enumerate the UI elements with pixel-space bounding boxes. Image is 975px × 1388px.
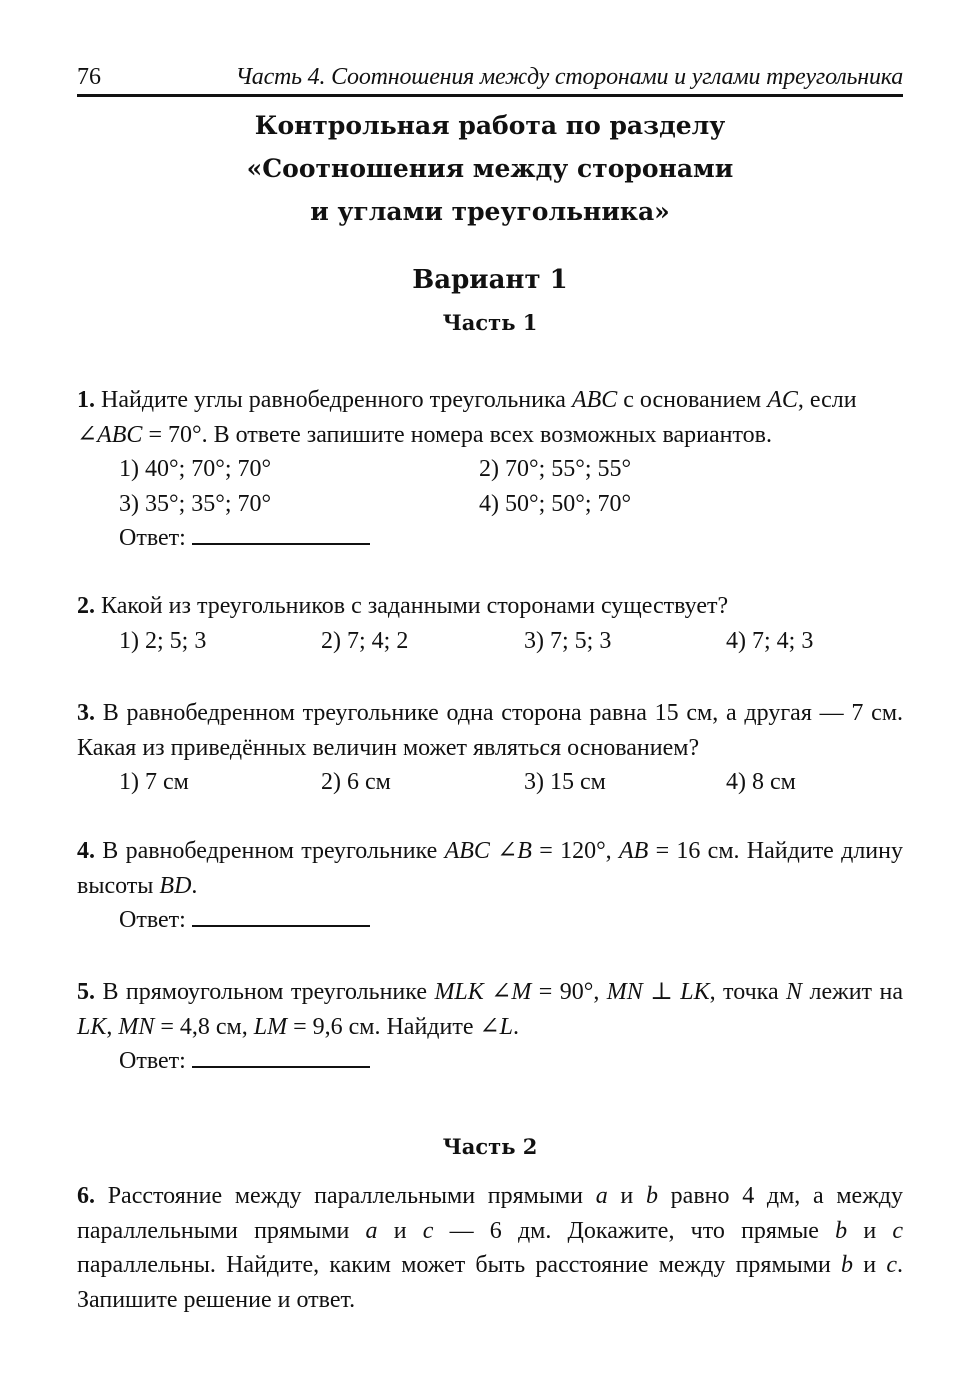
answer-label: Ответ: bbox=[119, 907, 186, 933]
options-row bbox=[77, 452, 903, 487]
title-line-3: и углами треугольника» bbox=[310, 197, 670, 226]
part-1-heading: Часть 1 bbox=[442, 310, 538, 335]
task-number: 3. bbox=[77, 700, 95, 726]
answer-field bbox=[77, 521, 903, 556]
task-6: 6. Расстояние между параллельными прямыми a и b равно 4 дм, а между параллельными прямыми a и c — 6 дм. Докажите, что прямые b и c параллельны. Найдите, каким может быть расстояние между прямыми b и c. Запишите решение и ответ. bbox=[77, 1183, 904, 1313]
option-1: 1) 7 см bbox=[119, 769, 189, 795]
options-row bbox=[77, 765, 903, 800]
options-row bbox=[77, 624, 903, 659]
options-row bbox=[77, 487, 903, 522]
option-3: 3) 35°; 35°; 70° bbox=[119, 490, 272, 517]
option-2: 2) 70°; 55°; 55° bbox=[479, 456, 632, 482]
running-title: Часть 4. Соотношения между сторонами и углами треугольника bbox=[235, 64, 903, 90]
option-1: 1) 40°; 70°; 70° bbox=[119, 456, 272, 482]
task-3: 3. В равнобедренном треугольнике одна сторона равна 15 см, а другая — 7 см. Какая из приведённых величин может являться основанием? 1) 7 см 2) 6 см 3) 15 см 4) 8 см bbox=[77, 696, 903, 800]
running-header bbox=[77, 62, 903, 97]
option-3: 3) 7; 5; 3 bbox=[524, 627, 612, 654]
option-4: 4) 8 см bbox=[726, 769, 796, 795]
answer-blank[interactable] bbox=[192, 1044, 370, 1068]
task-number: 4. bbox=[77, 838, 95, 864]
task-number: 2. bbox=[77, 593, 95, 619]
document-title bbox=[77, 104, 903, 233]
task-1: 1. Найдите углы равнобедренного треугольника ABC с основанием AC, если ∠ABC = 70°. В ответе запишите номера всех возможных вариантов. 1) 40°; 70°; 70° 2) 70°; 55°; 55° 3) 35°; 35°; 70° 4) 50°; 50°; 70° Ответ: bbox=[77, 383, 903, 556]
task-number: 1. bbox=[77, 387, 95, 413]
task-4: 4. В равнобедренном треугольнике ABC ∠B = 120°, AB = 16 см. Найдите длину высоты BD. Ответ: bbox=[77, 834, 903, 938]
title-line-1: Контрольная работа по разделу bbox=[254, 111, 726, 140]
title-line-2: «Соотношения между сторонами bbox=[246, 154, 734, 183]
task-2: 2. Какой из треугольников с заданными сторонами существует? 1) 2; 5; 3 2) 7; 4; 2 3) 7; 5; 3 4) 7; 4; 3 bbox=[77, 589, 903, 658]
answer-field bbox=[77, 903, 903, 938]
task-number: 6. bbox=[77, 1183, 95, 1209]
page-number: 76 bbox=[77, 64, 101, 90]
part-2-heading: Часть 2 bbox=[442, 1134, 538, 1159]
answer-label: Ответ: bbox=[119, 1048, 186, 1074]
answer-label: Ответ: bbox=[119, 525, 186, 551]
answer-blank[interactable] bbox=[192, 903, 370, 927]
answer-blank[interactable] bbox=[192, 521, 370, 545]
task-number: 5. bbox=[77, 979, 95, 1005]
variant-heading: Вариант 1 bbox=[412, 265, 568, 295]
task-5: 5. В прямоугольном треугольнике MLK ∠M = 90°, MN ⊥ LK, точка N лежит на LK, MN = 4,8 см, LM = 9,6 см. Найдите ∠L. Ответ: bbox=[77, 975, 903, 1079]
option-3: 3) 15 см bbox=[524, 769, 606, 795]
option-1: 1) 2; 5; 3 bbox=[119, 627, 207, 654]
option-4: 4) 7; 4; 3 bbox=[726, 627, 814, 654]
answer-field bbox=[77, 1044, 903, 1079]
option-2: 2) 6 см bbox=[321, 769, 391, 795]
option-4: 4) 50°; 50°; 70° bbox=[479, 490, 632, 517]
option-2: 2) 7; 4; 2 bbox=[321, 627, 409, 654]
